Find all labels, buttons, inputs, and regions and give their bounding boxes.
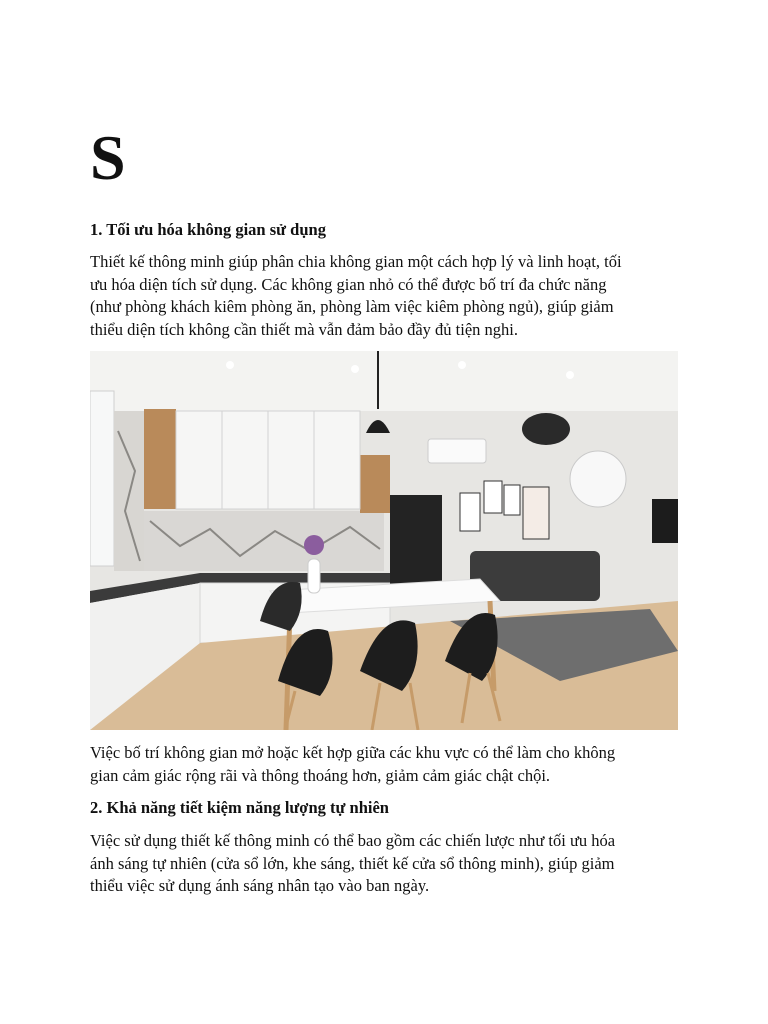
section-heading-1: 1. Tối ưu hóa không gian sử dụng [90,220,326,239]
interior-photo [90,351,678,730]
paragraph-line: thiểu diện tích không cần thiết mà vẫn đảm bảo đầy đủ tiện nghi. [90,319,518,339]
paragraph-line: Việc bố trí không gian mở hoặc kết hợp giữa các khu vực có thể làm cho không [90,743,616,762]
paragraph-line: Thiết kế thông minh giúp phân chia không gian một cách hợp lý và linh hoạt, tối [90,252,622,271]
section-1-paragraph [90,251,680,341]
section-heading-2: 2. Khả năng tiết kiệm năng lượng tự nhiên [90,798,389,817]
paragraph-line: Việc sử dụng thiết kế thông minh có thể bao gồm các chiến lược như tối ưu hóa [90,831,616,850]
paragraph-line: (như phòng khách kiêm phòng ăn, phòng làm việc kiêm phòng ngủ), giúp giảm [90,297,614,316]
paragraph-line: ưu hóa diện tích sử dụng. Các không gian nhỏ có thể được bố trí đa chức năng [90,274,607,294]
section-1-followup-paragraph [90,742,680,787]
paragraph-line: gian cảm giác rộng rãi và thông thoáng hơn, giảm cảm giác chật chội. [90,765,551,785]
section-2-paragraph [90,830,680,898]
drop-cap-letter: S [90,122,126,193]
paragraph-line: thiểu việc sử dụng ánh sáng nhân tạo vào ban ngày. [90,876,430,895]
paragraph-line: ánh sáng tự nhiên (cửa sổ lớn, khe sáng, thiết kế cửa sổ thông minh), giúp giảm [90,853,615,873]
